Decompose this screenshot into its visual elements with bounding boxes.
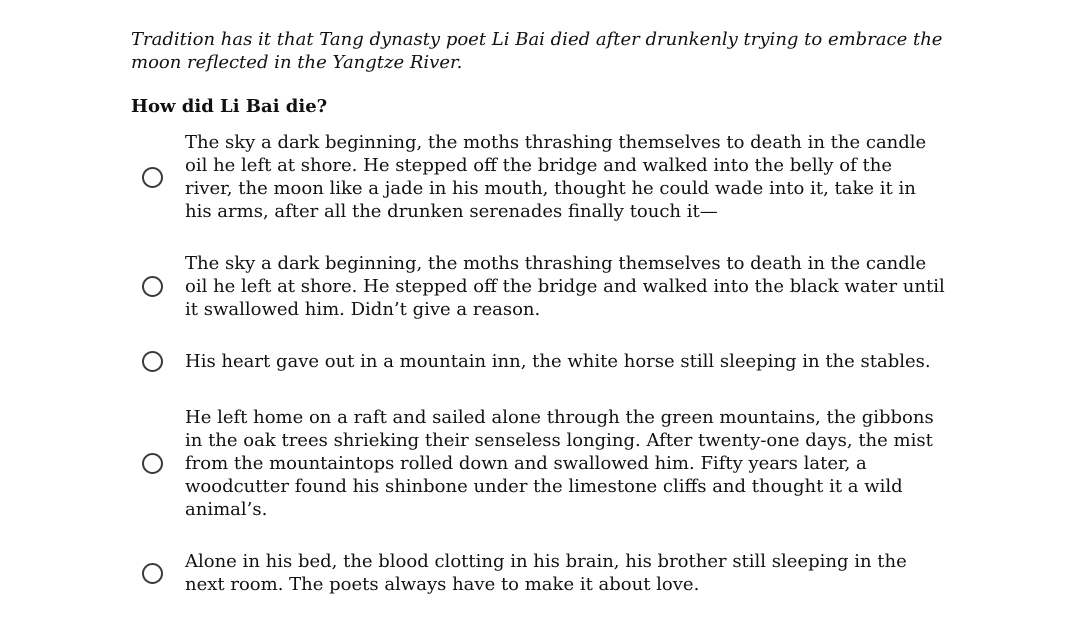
answer-option-4[interactable] <box>131 406 951 521</box>
answer-option-1[interactable] <box>131 131 951 223</box>
answer-option-2-text: The sky a dark beginning, the moths thrashing themselves to death in the candle oil he left at shore. He stepped off the bridge and walked into the black water until it swallowed him. Didn’t give a reason. <box>185 253 945 320</box>
quiz-page <box>131 28 951 596</box>
radio-button-4[interactable] <box>142 453 163 474</box>
intro-text: Tradition has it that Tang dynasty poet Li Bai died after drunkenly trying to embrace the moon reflected in the Yangtze River. <box>131 29 943 73</box>
answer-option-5[interactable] <box>131 550 951 596</box>
answer-option-1-text: The sky a dark beginning, the moths thrashing themselves to death in the candle oil he left at shore. He stepped off the bridge and walked into the belly of the river, the moon like a jade in his mouth, thought he could wade into it, take it in his arms, after all the drunken serenades finally touch it— <box>185 132 927 222</box>
radio-button-3[interactable] <box>142 351 163 372</box>
answer-option-3-text: His heart gave out in a mountain inn, the white horse still sleeping in the stables. <box>185 351 931 372</box>
answer-options <box>131 131 951 596</box>
answer-option-5-text: Alone in his bed, the blood clotting in his brain, his brother still sleeping in the next room. The poets always have to make it about love. <box>185 551 907 595</box>
answer-option-2[interactable] <box>131 252 951 321</box>
radio-button-2[interactable] <box>142 276 163 297</box>
question-text: How did Li Bai die? <box>131 96 328 117</box>
radio-button-5[interactable] <box>142 563 163 584</box>
answer-option-4-text: He left home on a raft and sailed alone through the green mountains, the gibbons in the oak trees shrieking their senseless longing. After twenty-one days, the mist from the mountaintops rolled down and swallowed him. Fifty years later, a woodcutter found his shinbone under the limestone cliffs and thought it a wild animal’s. <box>185 407 934 520</box>
answer-option-3[interactable] <box>131 350 951 373</box>
radio-button-1[interactable] <box>142 167 163 188</box>
